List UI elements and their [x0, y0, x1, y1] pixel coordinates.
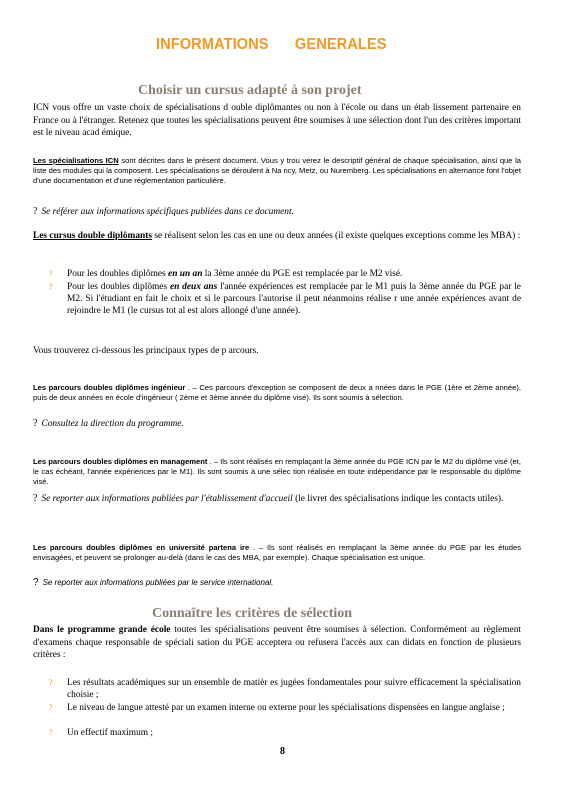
- double-label: Les cursus double diplômants: [33, 231, 153, 241]
- note-international: ? Se reporter aux informations publiées par le service international.: [33, 577, 274, 588]
- types-intro: Vous trouverez ci-dessous les principaux types de p arcours.: [33, 346, 259, 356]
- question-mark-bullet-icon: ?: [49, 703, 53, 712]
- double-paragraph: Les cursus double diplômants se réalisent selon les cas en une ou deux années (il existe quelques exceptions comme les MBA) :: [33, 231, 521, 241]
- parcours-universite: Les parcours doubles diplômes en université partena ire . – Ils sont réalisés en remplaçant la 3ème année du PGE par les études envisagées, et peuvent se prolonger au-delà (dans le cas des MBA, par exemple). Chaque spécialisation est unique.: [33, 543, 522, 562]
- question-mark-bullet-icon: ?: [49, 678, 53, 687]
- criteria-item-effectif: ? Un effectif maximum ;: [49, 728, 153, 738]
- parcours-management: Les parcours doubles diplômes en management . – Ils sont réalisés en remplaçant la 3ème année du PGE ICN par le M2 du diplôme visé (et, le cas échéant, l'année expériences par le M1). Ils sont soumis à une sélec tion réalisée en toute indépendance par le responsable du diplôme visé.: [33, 457, 522, 486]
- parcours-ingenieur-label: Les parcours doubles diplômes ingénieur: [33, 383, 186, 392]
- spec-paragraph: [33, 156, 521, 186]
- section-heading-cursus: Choisir un cursus adapté à son projet: [138, 83, 362, 98]
- question-mark-bullet-icon: ?: [49, 728, 53, 737]
- spec-label: Les spécialisations ICN: [33, 156, 119, 165]
- title-generales: GENERALES: [294, 36, 387, 53]
- spec-text: sont décrites dans le présent document. Vous y trou verez le descriptif général de chaque spécialisation, ainsi que la liste des modules qui la composent. Les spécialisations se déroulent à Na ncy, Metz, ou Nuremberg. Les spécialisations en alternance font l'objet d'une documentation et d'une réglementation particulière.: [33, 156, 521, 185]
- title-informations: INFORMATIONS: [156, 36, 269, 53]
- parcours-management-label: Les parcours doubles diplômes en management: [33, 457, 208, 466]
- section-heading-criteres: Connaître les critères de sélection: [152, 606, 353, 621]
- criteria-item-language: ? Le niveau de langue attesté par un examen interne ou externe pour les spécialisations dispensées en langue anglaise ;: [49, 703, 505, 713]
- question-mark-icon: ?: [33, 206, 38, 217]
- criteria-item-academic: ? Les résultats académiques sur un ensemble de matièr es jugées fondamentales pour suivre efficacement la spécialisation choisie ;: [49, 678, 521, 700]
- bullet-deux-ans: ? Pour les doubles diplômes en deux ans l'année expériences est remplacée par le M1 puis la 3ème année du PGE par le M2. Si l'étudiant en fait le choix et si le parcours l'autorise il peut néanmoins réalise r une année expériences avant de rejoindre le M1 (le cursus tot al est alors allongé d'une année).: [49, 282, 521, 316]
- question-mark-bullet-icon: ?: [49, 269, 53, 278]
- note-specific-info: ? Se référer aux informations spécifiques publiées dans ce document.: [33, 206, 294, 217]
- parcours-universite-label: Les parcours doubles diplômes en université partena ire: [33, 543, 250, 552]
- note-etablissement: ? Se reporter aux informations publiées par l'établissement d'accueil (le livret des spécialisations indique les contacts utiles).: [33, 493, 504, 504]
- bullet-un-an: ? Pour les doubles diplômes en un an la 3ème année du PGE est remplacée par le M2 visé.: [49, 269, 403, 279]
- question-mark-icon: ?: [33, 577, 39, 588]
- question-mark-icon: ?: [33, 493, 38, 504]
- intro-paragraph: ICN vous offre un vaste choix de spécialisations d ouble diplômantes ou non à l'école ou dans un étab lissement partenaire en France ou à l'étranger. Retenez que toutes les spécialisations peuvent être soumises à une sélection dont l'un des critères important est le niveau acad émique.: [33, 103, 521, 138]
- question-mark-bullet-icon: ?: [49, 282, 53, 291]
- note-direction: ? Consultez la direction du programme.: [33, 418, 184, 429]
- page-number: 8: [280, 746, 285, 757]
- criteria-intro-label: Dans le programme grande école: [33, 625, 171, 635]
- question-mark-icon: ?: [33, 418, 38, 429]
- criteria-intro: Dans le programme grande école toutes les spécialisations peuvent être soumises à sélection. Conformément au règlement d'examens chaque responsable de spéciali sation du PGE acceptera ou refusera l'accès aux can didats en fonction de plusieurs critères :: [33, 625, 521, 660]
- parcours-ingenieur: Les parcours doubles diplômes ingénieur . – Ces parcours d'exception se composent de deux a nnées dans le PGE (1ère et 2ème année), puis de deux années en école d'ingénieur ( 2ème et 3ème année du diplôme visé). Ils sont soumis à sélection.: [33, 383, 521, 402]
